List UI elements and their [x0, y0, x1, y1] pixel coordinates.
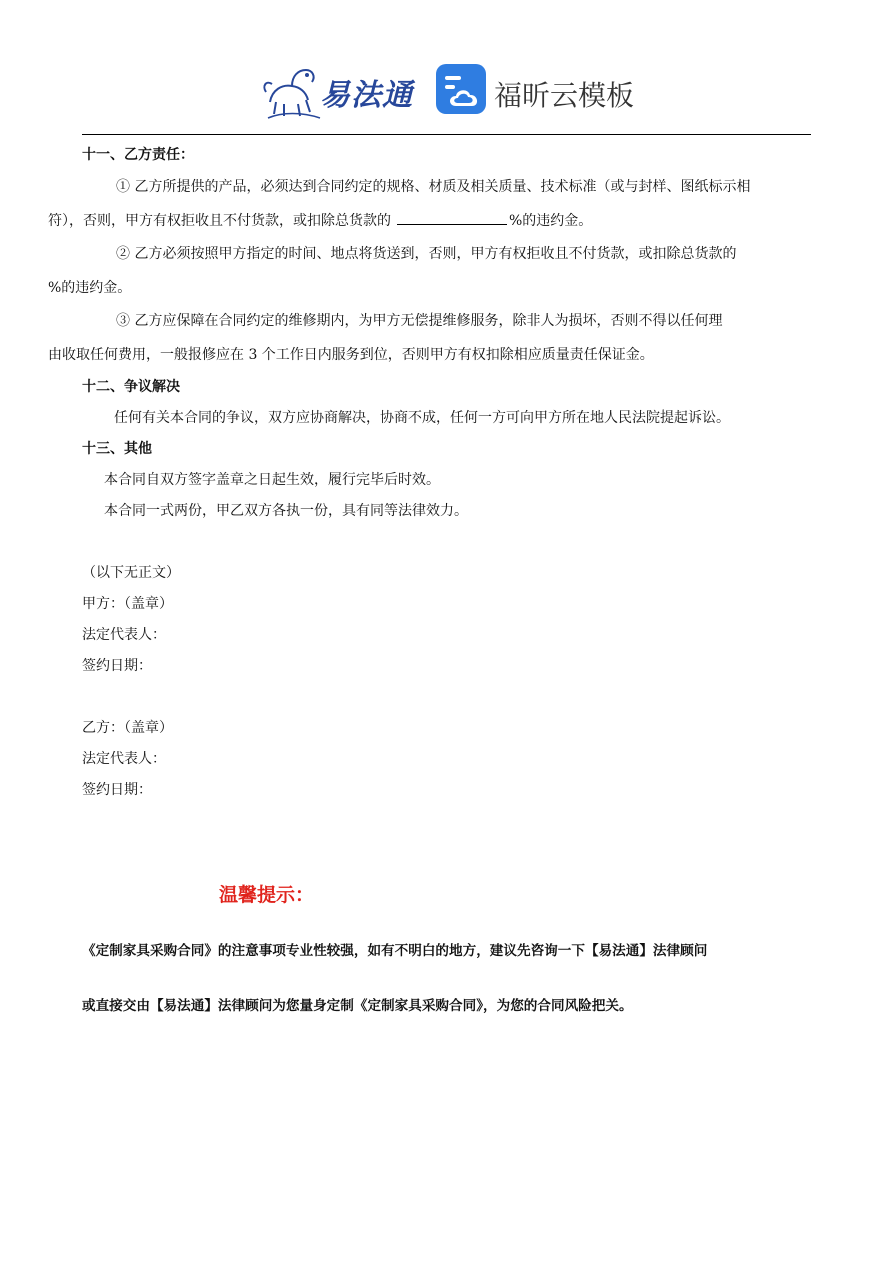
header-divider [82, 134, 811, 135]
clause-text: 由收取任何费用，一般报修应在 3 个工作日内服务到位，否则甲方有权扣除相应质量责任保证金。 [48, 346, 654, 363]
tips-line-2: 或直接交由【易法通】法律顾问为您量身定制《定制家具采购合同》，为您的合同风险把关。 [82, 998, 633, 1014]
no-more-text-note: （以下无正文） [82, 565, 180, 581]
section-11-clause-2 [48, 238, 811, 305]
document-body [48, 140, 811, 806]
section-12-title: 十二、争议解决 [82, 379, 180, 395]
clause-text: %的违约金。 [509, 212, 593, 229]
foxit-brand-text: 福昕云模板 [494, 79, 635, 112]
yifatong-logo [262, 58, 412, 120]
party-a-representative: 法定代表人： [82, 627, 166, 643]
page-header [0, 58, 893, 124]
party-a-seal: 甲方：（盖章） [82, 596, 173, 612]
clause-text: ② 乙方必须按照甲方指定的时间、地点将货送到，否则，甲方有权拒收且不付货款，或扣除总货款的 [116, 246, 737, 262]
clause-text: %的违约金。 [48, 279, 132, 296]
party-b-sign-date: 签约日期： [82, 782, 152, 798]
section-11-clause-3 [48, 305, 811, 372]
foxit-template-logo [436, 64, 636, 120]
section-13-text-1: 本合同自双方签字盖章之日起生效，履行完毕后时效。 [104, 472, 440, 488]
clause-text: ③ 乙方应保障在合同约定的维修期内，为甲方无偿提维修服务，除非人为损坏，否则不得以任何理 [116, 313, 723, 329]
section-13-text-2: 本合同一式两份，甲乙双方各执一份，具有同等法律效力。 [104, 503, 468, 519]
party-b-representative: 法定代表人： [82, 751, 166, 767]
section-11-clause-1 [48, 171, 811, 238]
party-a-sign-date: 签约日期： [82, 658, 152, 674]
tips-body [82, 938, 811, 1048]
tips-title: 温馨提示： [219, 884, 315, 906]
percentage-blank [397, 210, 507, 225]
yifatong-brand-text: 易法通 [320, 78, 413, 113]
clause-text: ① 乙方所提供的产品，必须达到合同约定的规格、材质及相关质量、技术标准（或与封样、图纸标示相 [116, 179, 751, 195]
section-11-title: 十一、乙方责任： [82, 147, 194, 163]
qilin-mascot-icon [262, 62, 322, 120]
tips-line-1: 《定制家具采购合同》的注意事项专业性较强，如有不明白的地方，建议先咨询一下【易法通】法律顾问 [82, 943, 708, 959]
cloud-document-icon [436, 64, 488, 116]
clause-text: 符），否则，甲方有权拒收且不付货款，或扣除总货款的 [48, 212, 391, 229]
party-b-seal: 乙方：（盖章） [82, 720, 173, 736]
section-12-text: 任何有关本合同的争议，双方应协商解决，协商不成，任何一方可向甲方所在地人民法院提起诉讼。 [114, 410, 730, 426]
section-13-title: 十三、其他 [82, 441, 152, 457]
